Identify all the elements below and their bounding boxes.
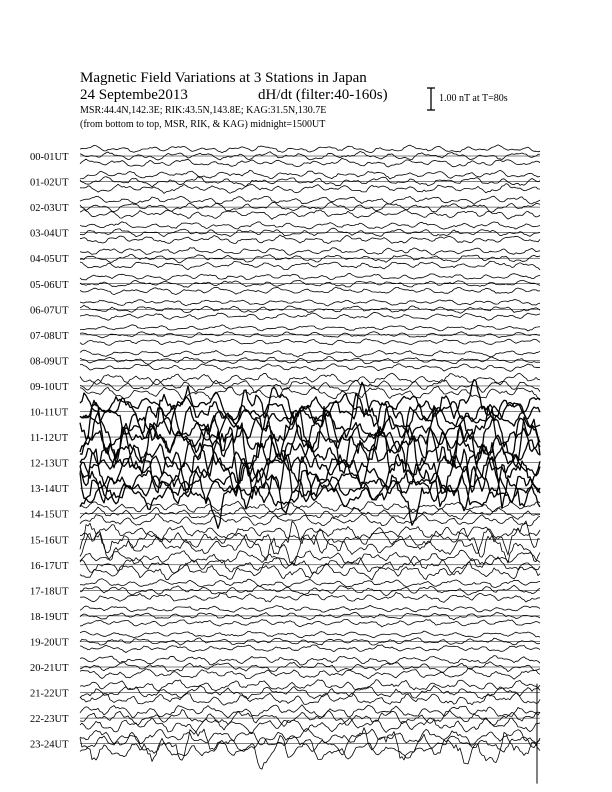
hour-row-label: 02-03UT <box>30 203 69 215</box>
trace-msr <box>80 261 540 270</box>
hour-row <box>30 521 540 566</box>
trace-kag <box>80 729 540 745</box>
hour-row-label: 16-17UT <box>30 560 69 572</box>
hour-row-label: 08-09UT <box>30 356 69 368</box>
trace-kag <box>80 196 540 204</box>
hour-row <box>30 656 540 680</box>
scale-label: 1.00 nT at T=80s <box>439 93 508 104</box>
trace-msr <box>80 235 540 244</box>
trace-kag <box>80 680 540 691</box>
trace-kag <box>80 273 540 280</box>
hour-row-label: 22-23UT <box>30 714 69 726</box>
hour-row <box>30 170 540 193</box>
hour-row <box>30 631 540 653</box>
hour-row-label: 00-01UT <box>30 152 69 163</box>
trace-msr <box>80 645 540 653</box>
hour-row <box>30 145 540 167</box>
hour-row-label: 07-08UT <box>30 330 69 342</box>
hour-row-label: 23-24UT <box>30 739 69 751</box>
trace-kag <box>80 222 540 230</box>
hour-row <box>30 680 540 706</box>
chart-title: Magnetic Field Variations at 3 Stations in Japan <box>80 70 367 86</box>
trace-kag <box>80 705 540 718</box>
trace-kag <box>80 631 540 638</box>
trace-kag <box>80 579 540 588</box>
trace-kag <box>80 325 540 331</box>
hour-row <box>30 222 540 244</box>
chart-date: 24 Septembe2013 <box>80 87 188 103</box>
trace-kag <box>80 373 540 385</box>
hour-row-label: 12-13UT <box>30 458 69 470</box>
hour-row <box>30 605 540 627</box>
trace-msr <box>80 339 540 346</box>
hour-row <box>30 196 540 219</box>
trace-rik <box>80 686 540 699</box>
hour-row <box>30 728 540 769</box>
hour-row-label: 04-05UT <box>30 254 69 266</box>
hour-row <box>30 350 540 371</box>
hour-row <box>30 248 540 270</box>
hour-row <box>30 579 540 603</box>
hour-row <box>30 705 540 734</box>
hour-row-label: 01-02UT <box>30 177 69 189</box>
hour-row-label: 06-07UT <box>30 305 69 317</box>
hour-row-label: 19-20UT <box>30 637 69 649</box>
hour-row-label: 03-04UT <box>30 228 69 240</box>
trace-msr <box>80 668 540 679</box>
hour-row-label: 11-12UT <box>30 433 69 445</box>
hour-row <box>30 373 540 399</box>
trace-kag <box>80 170 540 179</box>
hour-row-label: 17-18UT <box>30 586 69 598</box>
hour-row-label: 10-11UT <box>30 407 69 419</box>
station-order-note: (from bottom to top, MSR, RIK, & KAG) midnight=1500UT <box>80 119 326 130</box>
trace-kag <box>80 300 540 306</box>
hour-row <box>30 300 540 321</box>
trace-msr <box>80 407 540 475</box>
chart-filter: dH/dt (filter:40-160s) <box>258 87 388 103</box>
magnetogram-rows <box>30 145 540 784</box>
trace-kag <box>80 145 540 153</box>
trace-rik <box>80 254 540 262</box>
trace-kag <box>80 350 540 357</box>
trace-msr <box>80 732 540 769</box>
trace-msr <box>80 620 540 627</box>
trace-msr <box>80 312 540 320</box>
trace-msr <box>80 364 540 372</box>
hour-row-label: 20-21UT <box>30 663 69 674</box>
trace-msr <box>80 514 540 526</box>
hour-row-label: 14-15UT <box>30 509 69 521</box>
trace-kag <box>80 656 540 665</box>
trace-msr <box>80 287 540 295</box>
scale-bar <box>427 88 435 110</box>
hour-row <box>30 501 540 526</box>
trace-msr <box>80 184 540 194</box>
hour-row <box>30 325 540 345</box>
hour-row-label: 13-14UT <box>30 484 69 496</box>
hour-row <box>30 273 540 294</box>
trace-kag <box>80 605 540 612</box>
hour-row-label: 21-22UT <box>30 688 69 700</box>
hour-row-label: 18-19UT <box>30 611 69 623</box>
trace-kag <box>80 550 540 566</box>
station-coordinates: MSR:44.4N,142.3E; RIK:43.5N,143.8E; KAG:31.5N,130.7E <box>80 105 327 116</box>
trace-msr <box>80 209 540 219</box>
hour-row-label: 15-16UT <box>30 535 69 547</box>
hour-row-label: 09-10UT <box>30 381 69 393</box>
hour-row-label: 05-06UT <box>30 279 69 291</box>
trace-kag <box>80 248 540 256</box>
